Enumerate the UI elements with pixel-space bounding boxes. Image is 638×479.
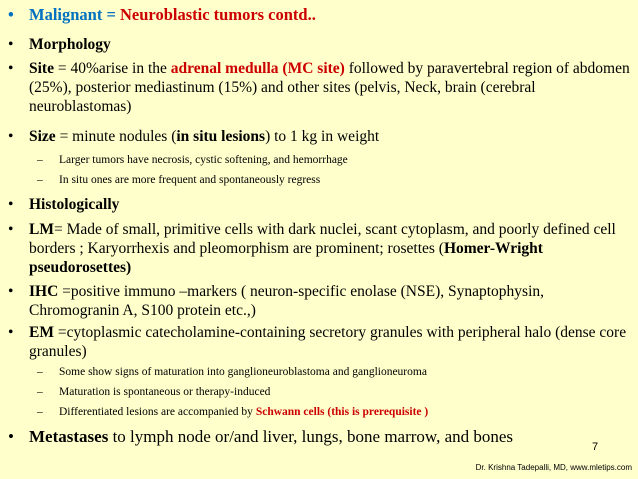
bullet-metastases [8,427,634,446]
metastases-label: Metastases [29,427,109,446]
bullet: • [8,324,14,341]
title-part1: Malignant = [29,5,120,24]
bullet-site [8,59,634,116]
lm-label: LM [29,221,54,238]
size-text2: ) to 1 kg in weight [265,128,380,145]
bullet-lm [8,220,634,277]
dash: – [37,366,43,378]
em-sub-3-text: Differentiated lesions are accompanied by [59,406,256,418]
dash: – [37,174,43,186]
bullet-em [8,323,634,361]
em-sub-3-highlight: Schwann cells (this is prerequisite ) [255,406,429,418]
bullet: • [8,221,14,238]
bullet-ihc [8,282,634,320]
bullet: • [8,196,14,213]
bullet-size [8,127,634,146]
bullet: • [8,60,14,77]
lm-bold: Homer-Wright pseudorosettes) [29,240,543,276]
dash: – [37,154,43,166]
size-sub-2: In situ ones are more frequent and spontaneously regress [59,174,321,186]
sub-bullet-em-1 [37,364,627,380]
histologically-heading: Histologically [29,196,120,213]
site-label: Site [29,60,54,77]
bullet: • [8,5,14,24]
bullet-morphology [8,35,634,54]
dash: – [37,406,43,418]
page-number: 7 [592,441,599,453]
sub-bullet-size-1 [37,152,627,168]
footer-credit: Dr. Krishna Tadepalli, MD, www.mletips.com [475,463,632,472]
em-label: EM [29,324,54,341]
lm-text: = Made of small, primitive cells with dark nuclei, scant cytoplasm, and poorly defined cell borders ; Karyorrhexis and pleomorphism are prominent; rosettes ( [29,221,616,257]
bullet: • [8,427,14,446]
title-part2: Neuroblastic tumors contd.. [120,5,316,24]
em-sub-1: Some show signs of maturation into ganglioneuroblastoma and ganglioneuroma [59,366,427,378]
site-highlight: adrenal medulla (MC site) [170,60,345,77]
slide-title [8,5,634,24]
bullet: • [8,128,14,145]
ihc-text: =positive immuno –markers ( neuron-specific enolase (NSE), Synaptophysin, Chromogranin A, S100 protein etc.,) [29,283,544,319]
metastases-text: to lymph node or/and liver, lungs, bone marrow, and bones [108,427,514,446]
morphology-heading: Morphology [29,36,111,53]
site-text1: = 40%arise in the [53,60,171,77]
size-label: Size [29,128,56,145]
size-text1: = minute nodules ( [55,128,177,145]
size-sub-1: Larger tumors have necrosis, cystic softening, and hemorrhage [59,154,348,166]
bullet: • [8,283,14,300]
em-sub-2: Maturation is spontaneous or therapy-induced [59,386,271,398]
ihc-label: IHC [29,283,59,300]
dash: – [37,386,43,398]
em-text: =cytoplasmic catecholamine-containing secretory granules with peripheral halo (dense core granules) [29,324,627,360]
sub-bullet-em-3 [37,404,627,420]
size-bold: in situ lesions [176,128,266,145]
site-text2: followed by paravertebral region of abdomen (25%), posterior mediastinum (15%) and other sites (pelvis, Neck, brain (cerebral neuroblastomas) [29,60,630,115]
bullet: • [8,36,14,53]
sub-bullet-em-2 [37,384,627,400]
bullet-histologically [8,195,634,214]
sub-bullet-size-2 [37,172,627,188]
